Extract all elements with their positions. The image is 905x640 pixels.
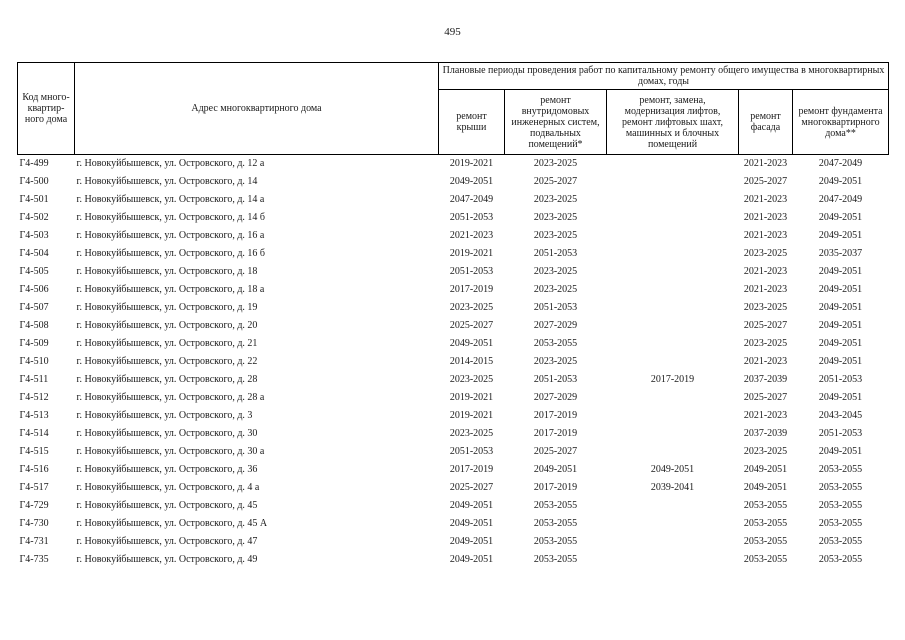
row-foundation: 2053-2055: [818, 500, 863, 511]
row-facade: 2021-2023: [743, 194, 788, 205]
row-lifts: [607, 263, 739, 281]
row-systems: 2027-2029: [533, 320, 578, 331]
table-row: [18, 353, 889, 371]
row-lifts: [607, 389, 739, 407]
table-row: [18, 425, 889, 443]
row-address: г. Новокуйбышевск, ул. Островского, д. 45 А: [76, 518, 268, 529]
row-roof: 2051-2053: [449, 212, 494, 223]
row-lifts: [607, 281, 739, 299]
header-systems: ремонт внутридомовых инженерных систем, подвальных помещений*: [505, 90, 607, 155]
row-code: Г4-505: [19, 266, 49, 277]
row-foundation: 2049-2051: [818, 392, 863, 403]
row-facade: 2021-2023: [743, 158, 788, 169]
row-systems: 2023-2025: [533, 230, 578, 241]
row-code: Г4-513: [19, 410, 49, 421]
row-code: Г4-735: [19, 554, 49, 565]
row-foundation: 2053-2055: [818, 536, 863, 547]
table-row: [18, 389, 889, 407]
row-lifts: [607, 425, 739, 443]
row-foundation: 2035-2037: [818, 248, 863, 259]
row-address: г. Новокуйбышевск, ул. Островского, д. 14 б: [76, 212, 266, 223]
row-facade: 2053-2055: [743, 536, 788, 547]
row-code: Г4-516: [19, 464, 49, 475]
row-roof: 2051-2053: [449, 446, 494, 457]
table-row: [18, 533, 889, 551]
row-facade: 2025-2027: [743, 176, 788, 187]
header-code: Код много-квартир-ного дома: [18, 63, 75, 155]
row-roof: 2049-2051: [449, 536, 494, 547]
header-periods: Плановые периоды проведения работ по капитальному ремонту общего имущества в многоквартирных домах, годы: [439, 63, 889, 90]
table-row: [18, 407, 889, 425]
row-systems: 2017-2019: [533, 482, 578, 493]
row-address: г. Новокуйбышевск, ул. Островского, д. 45: [76, 500, 258, 511]
table-body: [18, 155, 889, 570]
row-foundation: 2053-2055: [818, 482, 863, 493]
row-systems: 2025-2027: [533, 446, 578, 457]
table-row: [18, 209, 889, 227]
row-address: г. Новокуйбышевск, ул. Островского, д. 14: [76, 176, 258, 187]
row-roof: 2049-2051: [449, 176, 494, 187]
row-lifts: [607, 353, 739, 371]
table-row: [18, 371, 889, 389]
row-address: г. Новокуйбышевск, ул. Островского, д. 18: [76, 266, 258, 277]
row-foundation: 2049-2051: [818, 320, 863, 331]
row-systems: 2017-2019: [533, 410, 578, 421]
table-row: [18, 515, 889, 533]
row-address: г. Новокуйбышевск, ул. Островского, д. 18 а: [76, 284, 265, 295]
row-address: г. Новокуйбышевск, ул. Островского, д. 3: [76, 410, 253, 421]
header-address: Адрес многоквартирного дома: [75, 63, 439, 155]
row-address: г. Новокуйбышевск, ул. Островского, д. 19: [76, 302, 258, 313]
table-row: [18, 551, 889, 569]
row-foundation: 2051-2053: [818, 374, 863, 385]
table-row: [18, 155, 889, 174]
row-lifts: [607, 299, 739, 317]
row-facade: 2049-2051: [743, 464, 788, 475]
row-lifts: [607, 155, 739, 174]
row-foundation: 2049-2051: [818, 356, 863, 367]
row-roof: 2019-2021: [449, 410, 494, 421]
row-facade: 2021-2023: [743, 356, 788, 367]
row-code: Г4-504: [19, 248, 49, 259]
row-roof: 2017-2019: [449, 284, 494, 295]
row-roof: 2019-2021: [449, 158, 494, 169]
row-lifts: [607, 245, 739, 263]
header-roof: ремонт крыши: [439, 90, 505, 155]
row-foundation: 2047-2049: [818, 194, 863, 205]
row-lifts: [607, 317, 739, 335]
row-lifts: [607, 191, 739, 209]
row-code: Г4-501: [19, 194, 49, 205]
table-row: [18, 227, 889, 245]
row-lifts: [607, 497, 739, 515]
page-number: 495: [444, 26, 461, 38]
row-code: Г4-509: [19, 338, 49, 349]
row-roof: 2049-2051: [449, 500, 494, 511]
row-address: г. Новокуйбышевск, ул. Островского, д. 12 а: [76, 158, 265, 169]
row-facade: 2025-2027: [743, 320, 788, 331]
table-row: [18, 191, 889, 209]
row-code: Г4-730: [19, 518, 49, 529]
table-row: [18, 317, 889, 335]
row-code: Г4-500: [19, 176, 49, 187]
row-facade: 2021-2023: [743, 230, 788, 241]
row-address: г. Новокуйбышевск, ул. Островского, д. 22: [76, 356, 258, 367]
table-row: [18, 461, 889, 479]
row-systems: 2051-2053: [533, 248, 578, 259]
row-roof: 2051-2053: [449, 266, 494, 277]
row-address: г. Новокуйбышевск, ул. Островского, д. 21: [76, 338, 258, 349]
row-lifts: [607, 551, 739, 569]
row-facade: 2021-2023: [743, 212, 788, 223]
row-systems: 2051-2053: [533, 302, 578, 313]
row-systems: 2053-2055: [533, 554, 578, 565]
row-lifts: [607, 173, 739, 191]
row-code: Г4-515: [19, 446, 49, 457]
row-systems: 2049-2051: [533, 464, 578, 475]
row-systems: 2025-2027: [533, 176, 578, 187]
row-facade: 2023-2025: [743, 338, 788, 349]
row-address: г. Новокуйбышевск, ул. Островского, д. 47: [76, 536, 258, 547]
row-address: г. Новокуйбышевск, ул. Островского, д. 16 а: [76, 230, 265, 241]
row-lifts: [607, 533, 739, 551]
row-roof: 2049-2051: [449, 338, 494, 349]
row-roof: 2049-2051: [449, 554, 494, 565]
row-facade: 2021-2023: [743, 266, 788, 277]
row-code: Г4-499: [19, 158, 49, 169]
table-row: [18, 173, 889, 191]
row-lifts: [607, 209, 739, 227]
row-foundation: 2053-2055: [818, 554, 863, 565]
row-foundation: 2049-2051: [818, 338, 863, 349]
row-address: г. Новокуйбышевск, ул. Островского, д. 16 б: [76, 248, 266, 259]
row-roof: 2021-2023: [449, 230, 494, 241]
row-lifts: 2017-2019: [650, 374, 695, 385]
row-roof: 2025-2027: [449, 482, 494, 493]
row-roof: 2019-2021: [449, 392, 494, 403]
row-address: г. Новокуйбышевск, ул. Островского, д. 28: [76, 374, 258, 385]
row-foundation: 2049-2051: [818, 230, 863, 241]
row-address: г. Новокуйбышевск, ул. Островского, д. 30 а: [76, 446, 265, 457]
row-systems: 2023-2025: [533, 158, 578, 169]
header-facade: ремонт фасада: [739, 90, 793, 155]
row-code: Г4-729: [19, 500, 49, 511]
table-row: [18, 443, 889, 461]
row-lifts: [607, 443, 739, 461]
row-code: Г4-510: [19, 356, 49, 367]
row-roof: 2014-2015: [449, 356, 494, 367]
row-facade: 2023-2025: [743, 446, 788, 457]
row-facade: 2037-2039: [743, 428, 788, 439]
table-row: [18, 263, 889, 281]
row-lifts: 2039-2041: [650, 482, 695, 493]
row-foundation: 2049-2051: [818, 266, 863, 277]
row-code: Г4-731: [19, 536, 49, 547]
row-systems: 2053-2055: [533, 338, 578, 349]
row-roof: 2047-2049: [449, 194, 494, 205]
row-code: Г4-502: [19, 212, 49, 223]
row-systems: 2023-2025: [533, 212, 578, 223]
row-roof: 2049-2051: [449, 518, 494, 529]
row-facade: 2049-2051: [743, 482, 788, 493]
row-roof: 2023-2025: [449, 374, 494, 385]
row-foundation: 2049-2051: [818, 176, 863, 187]
row-facade: 2021-2023: [743, 410, 788, 421]
row-code: Г4-506: [19, 284, 49, 295]
row-address: г. Новокуйбышевск, ул. Островского, д. 28 а: [76, 392, 265, 403]
table-row: [18, 299, 889, 317]
row-systems: 2023-2025: [533, 266, 578, 277]
row-systems: 2023-2025: [533, 356, 578, 367]
row-code: Г4-508: [19, 320, 49, 331]
row-roof: 2019-2021: [449, 248, 494, 259]
row-systems: 2053-2055: [533, 518, 578, 529]
row-facade: 2053-2055: [743, 518, 788, 529]
row-address: г. Новокуйбышевск, ул. Островского, д. 4 а: [76, 482, 260, 493]
row-systems: 2023-2025: [533, 194, 578, 205]
row-systems: 2017-2019: [533, 428, 578, 439]
row-lifts: [607, 515, 739, 533]
row-facade: 2053-2055: [743, 500, 788, 511]
row-code: Г4-503: [19, 230, 49, 241]
row-systems: 2051-2053: [533, 374, 578, 385]
row-systems: 2053-2055: [533, 500, 578, 511]
table-row: [18, 281, 889, 299]
row-code: Г4-517: [19, 482, 49, 493]
row-code: Г4-507: [19, 302, 49, 313]
row-foundation: 2049-2051: [818, 302, 863, 313]
row-foundation: 2049-2051: [818, 284, 863, 295]
row-systems: 2027-2029: [533, 392, 578, 403]
row-facade: 2021-2023: [743, 284, 788, 295]
row-foundation: 2051-2053: [818, 428, 863, 439]
table-row: [18, 245, 889, 263]
table-row: [18, 479, 889, 497]
row-foundation: 2049-2051: [818, 212, 863, 223]
row-roof: 2023-2025: [449, 428, 494, 439]
row-lifts: [607, 335, 739, 353]
row-foundation: 2047-2049: [818, 158, 863, 169]
row-facade: 2053-2055: [743, 554, 788, 565]
row-foundation: 2049-2051: [818, 446, 863, 457]
row-address: г. Новокуйбышевск, ул. Островского, д. 30: [76, 428, 258, 439]
header-foundation: ремонт фундамента многоквартирного дома**: [793, 90, 889, 155]
row-foundation: 2053-2055: [818, 518, 863, 529]
row-foundation: 2053-2055: [818, 464, 863, 475]
row-foundation: 2043-2045: [818, 410, 863, 421]
header-lifts: ремонт, замена, модернизация лифтов, ремонт лифтовых шахт, машинных и блочных помещений: [607, 90, 739, 155]
table-row: [18, 335, 889, 353]
row-facade: 2023-2025: [743, 302, 788, 313]
row-lifts: [607, 407, 739, 425]
row-address: г. Новокуйбышевск, ул. Островского, д. 36: [76, 464, 258, 475]
row-roof: 2023-2025: [449, 302, 494, 313]
row-address: г. Новокуйбышевск, ул. Островского, д. 49: [76, 554, 258, 565]
table-row: [18, 497, 889, 515]
row-code: Г4-514: [19, 428, 49, 439]
row-facade: 2023-2025: [743, 248, 788, 259]
capital-repair-table: [17, 62, 889, 569]
row-facade: 2037-2039: [743, 374, 788, 385]
row-code: Г4-512: [19, 392, 49, 403]
row-roof: 2025-2027: [449, 320, 494, 331]
row-facade: 2025-2027: [743, 392, 788, 403]
row-address: г. Новокуйбышевск, ул. Островского, д. 14 а: [76, 194, 265, 205]
row-systems: 2023-2025: [533, 284, 578, 295]
row-code: Г4-511: [19, 374, 49, 385]
row-systems: 2053-2055: [533, 536, 578, 547]
row-lifts: 2049-2051: [650, 464, 695, 475]
row-address: г. Новокуйбышевск, ул. Островского, д. 20: [76, 320, 258, 331]
row-lifts: [607, 227, 739, 245]
row-roof: 2017-2019: [449, 464, 494, 475]
